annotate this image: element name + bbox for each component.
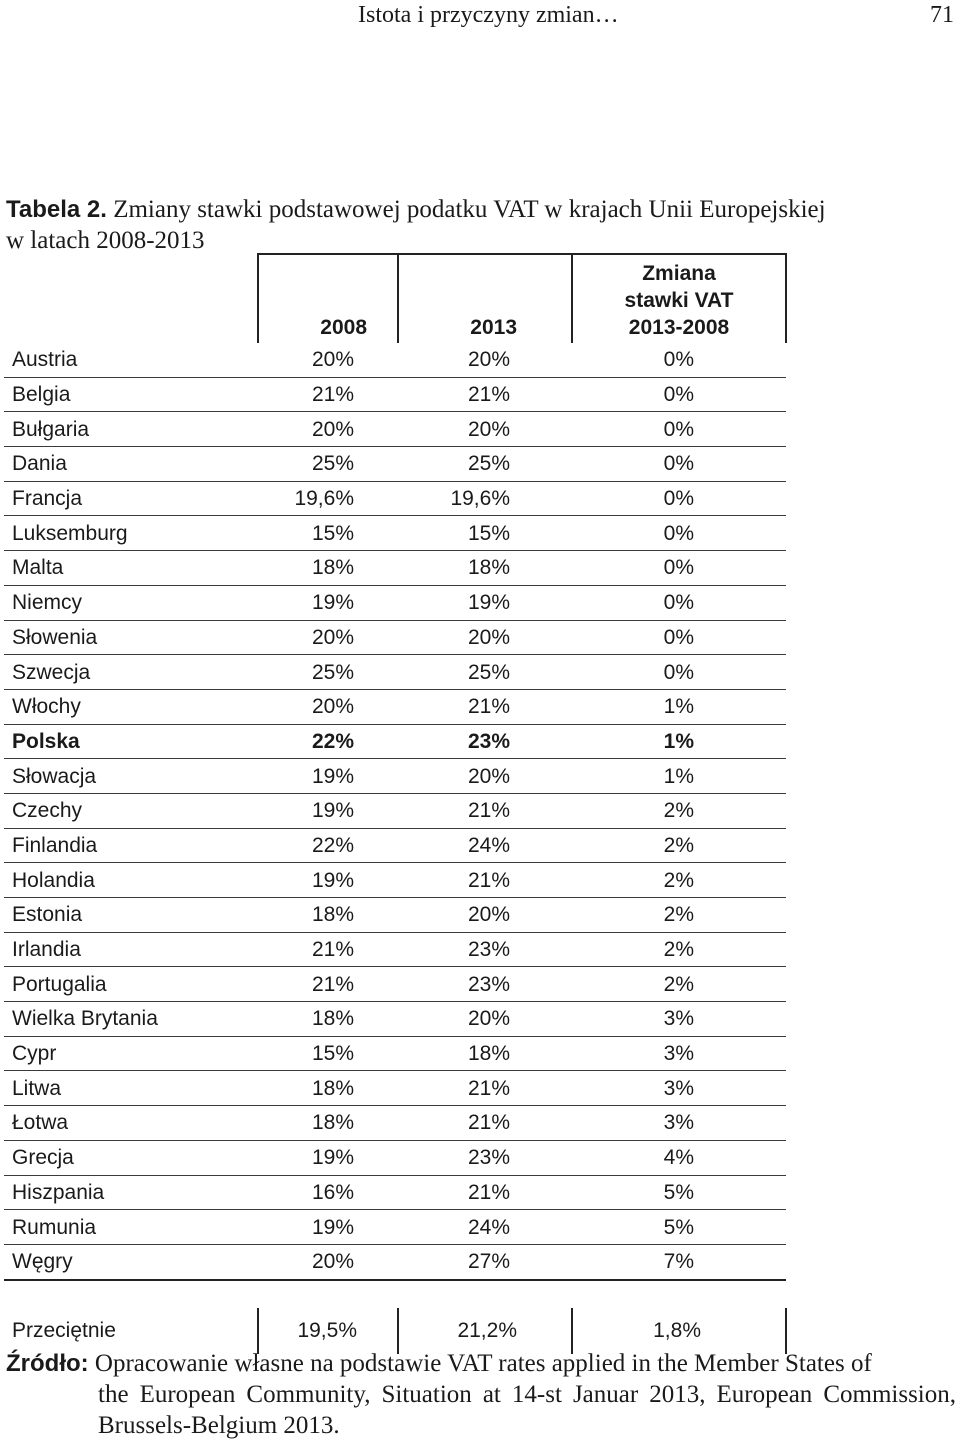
cell-2013: 20% xyxy=(398,759,572,794)
cell-2013: 24% xyxy=(398,1210,572,1245)
cell-country: Węgry xyxy=(4,1244,258,1279)
table-row xyxy=(4,412,786,447)
cell-2013: 23% xyxy=(398,932,572,967)
cell-country: Polska xyxy=(4,724,258,759)
cell-country: Austria xyxy=(4,343,258,377)
cell-country: Francja xyxy=(4,481,258,516)
source-label: Źródło: xyxy=(6,1350,89,1377)
table-row xyxy=(4,1071,786,1106)
table-row xyxy=(4,481,786,516)
table-row xyxy=(4,447,786,482)
cell-change: 2% xyxy=(572,967,786,1002)
caption-text-line1: Zmiany stawki podstawowej podatku VAT w krajach Unii Europejskiej xyxy=(113,196,826,223)
table-row xyxy=(4,863,786,898)
cell-country: Irlandia xyxy=(4,932,258,967)
header-change xyxy=(572,254,786,343)
source-note xyxy=(6,1348,956,1441)
cell-change: 0% xyxy=(572,516,786,551)
cell-country: Rumunia xyxy=(4,1210,258,1245)
cell-2008: 18% xyxy=(258,1002,398,1037)
cell-country: Holandia xyxy=(4,863,258,898)
table-row xyxy=(4,620,786,655)
cell-change: 3% xyxy=(572,1071,786,1106)
cell-2013: 27% xyxy=(398,1244,572,1279)
cell-change: 5% xyxy=(572,1210,786,1245)
cell-2008: 19% xyxy=(258,1140,398,1175)
cell-2013: 20% xyxy=(398,343,572,377)
cell-country: Łotwa xyxy=(4,1106,258,1141)
table-caption xyxy=(6,194,956,256)
cell-2013: 21% xyxy=(398,793,572,828)
cell-2008: 18% xyxy=(258,1071,398,1106)
table-row xyxy=(4,724,786,759)
cell-2013: 21% xyxy=(398,1175,572,1210)
header-change-line3: 2013-2008 xyxy=(628,316,730,339)
cell-2008: 21% xyxy=(258,967,398,1002)
cell-change: 4% xyxy=(572,1140,786,1175)
header-2013: 2013 xyxy=(398,254,572,343)
header-change-line1: Zmiana xyxy=(642,262,716,285)
cell-country: Dania xyxy=(4,447,258,482)
cell-2013: 19% xyxy=(398,585,572,620)
cell-country: Włochy xyxy=(4,689,258,724)
cell-country: Estonia xyxy=(4,898,258,933)
cell-2013: 24% xyxy=(398,828,572,863)
cell-country: Słowenia xyxy=(4,620,258,655)
cell-country: Wielka Brytania xyxy=(4,1002,258,1037)
cell-2013: 20% xyxy=(398,412,572,447)
table-row xyxy=(4,1106,786,1141)
table-row xyxy=(4,1036,786,1071)
cell-2013: 20% xyxy=(398,898,572,933)
cell-change: 7% xyxy=(572,1244,786,1279)
cell-2013: 20% xyxy=(398,1002,572,1037)
vat-rates-table xyxy=(4,253,787,1281)
cell-2013: 23% xyxy=(398,724,572,759)
table-row xyxy=(4,828,786,863)
cell-2013: 18% xyxy=(398,1036,572,1071)
table-row xyxy=(4,343,786,377)
cell-2008: 19% xyxy=(258,585,398,620)
cell-2008: 19,6% xyxy=(258,481,398,516)
table-row xyxy=(4,793,786,828)
cell-2008: 20% xyxy=(258,1244,398,1279)
running-title: Istota i przyczyny zmian… xyxy=(358,2,619,28)
cell-2008: 15% xyxy=(258,516,398,551)
cell-2008: 18% xyxy=(258,898,398,933)
cell-change: 0% xyxy=(572,620,786,655)
table-row xyxy=(4,932,786,967)
header-change-line2: stawki VAT xyxy=(624,289,734,312)
cell-country: Słowacja xyxy=(4,759,258,794)
source-line1: Opracowanie własne na podstawie VAT rates applied in the Member States of xyxy=(94,1350,872,1377)
cell-country: Portugalia xyxy=(4,967,258,1002)
cell-2008: 20% xyxy=(258,343,398,377)
header-country xyxy=(4,254,258,343)
cell-2008: 16% xyxy=(258,1175,398,1210)
table-header-row xyxy=(4,254,786,343)
cell-country: Szwecja xyxy=(4,655,258,690)
cell-2008: 22% xyxy=(258,828,398,863)
cell-2008: 22% xyxy=(258,724,398,759)
cell-country: Cypr xyxy=(4,1036,258,1071)
table-row xyxy=(4,967,786,1002)
caption-text-line2: w latach 2008-2013 xyxy=(6,227,205,254)
cell-change: 0% xyxy=(572,585,786,620)
cell-country: Grecja xyxy=(4,1140,258,1175)
cell-country: Litwa xyxy=(4,1071,258,1106)
table-row xyxy=(4,377,786,412)
cell-change: 1% xyxy=(572,724,786,759)
cell-country: Bułgaria xyxy=(4,412,258,447)
source-rest: the European Community, Situation at 14-st Januar 2013, European Commission, Brussels-Belgium 2013. xyxy=(98,1381,956,1439)
cell-2008: 20% xyxy=(258,689,398,724)
table-row xyxy=(4,1175,786,1210)
header-2008: 2008 xyxy=(258,254,398,343)
cell-2008: 25% xyxy=(258,655,398,690)
cell-change: 1% xyxy=(572,759,786,794)
cell-2013: 21% xyxy=(398,1106,572,1141)
cell-2013: 25% xyxy=(398,655,572,690)
cell-change: 5% xyxy=(572,1175,786,1210)
cell-country: Malta xyxy=(4,551,258,586)
cell-change: 0% xyxy=(572,447,786,482)
cell-2008: 21% xyxy=(258,932,398,967)
cell-change: 0% xyxy=(572,412,786,447)
cell-change: 0% xyxy=(572,377,786,412)
table-row xyxy=(4,1210,786,1245)
table-row xyxy=(4,551,786,586)
cell-2008: 20% xyxy=(258,620,398,655)
cell-change: 0% xyxy=(572,343,786,377)
cell-change: 0% xyxy=(572,481,786,516)
average-2008: 19,5% xyxy=(258,1308,398,1354)
cell-2008: 21% xyxy=(258,377,398,412)
table-row xyxy=(4,898,786,933)
table-row xyxy=(4,1244,786,1279)
cell-2008: 15% xyxy=(258,1036,398,1071)
table-row xyxy=(4,759,786,794)
table-row xyxy=(4,585,786,620)
cell-2008: 19% xyxy=(258,759,398,794)
cell-2008: 19% xyxy=(258,1210,398,1245)
average-2013: 21,2% xyxy=(398,1308,572,1354)
page-number: 71 xyxy=(930,2,954,28)
cell-change: 2% xyxy=(572,898,786,933)
cell-2013: 21% xyxy=(398,377,572,412)
cell-2013: 20% xyxy=(398,620,572,655)
cell-change: 1% xyxy=(572,689,786,724)
cell-2013: 18% xyxy=(398,551,572,586)
cell-2008: 18% xyxy=(258,551,398,586)
cell-country: Niemcy xyxy=(4,585,258,620)
cell-change: 2% xyxy=(572,863,786,898)
cell-change: 0% xyxy=(572,655,786,690)
cell-2013: 23% xyxy=(398,1140,572,1175)
cell-2008: 20% xyxy=(258,412,398,447)
cell-change: 2% xyxy=(572,828,786,863)
page-header xyxy=(0,0,960,40)
cell-2008: 18% xyxy=(258,1106,398,1141)
cell-2013: 23% xyxy=(398,967,572,1002)
cell-country: Hiszpania xyxy=(4,1175,258,1210)
cell-2008: 19% xyxy=(258,793,398,828)
cell-change: 0% xyxy=(572,551,786,586)
table-row xyxy=(4,1002,786,1037)
average-change: 1,8% xyxy=(572,1308,786,1354)
cell-change: 2% xyxy=(572,932,786,967)
cell-2013: 15% xyxy=(398,516,572,551)
table-row xyxy=(4,655,786,690)
cell-2013: 19,6% xyxy=(398,481,572,516)
cell-2013: 21% xyxy=(398,863,572,898)
table-row xyxy=(4,1140,786,1175)
table-row xyxy=(4,516,786,551)
cell-2013: 21% xyxy=(398,689,572,724)
table-body xyxy=(4,343,786,1280)
cell-2008: 19% xyxy=(258,863,398,898)
cell-2013: 25% xyxy=(398,447,572,482)
cell-change: 3% xyxy=(572,1106,786,1141)
average-label: Przeciętnie xyxy=(12,1319,116,1342)
cell-change: 3% xyxy=(572,1002,786,1037)
cell-2008: 25% xyxy=(258,447,398,482)
cell-2013: 21% xyxy=(398,1071,572,1106)
table-row xyxy=(4,689,786,724)
cell-country: Belgia xyxy=(4,377,258,412)
cell-change: 2% xyxy=(572,793,786,828)
caption-label: Tabela 2. xyxy=(6,196,107,223)
cell-change: 3% xyxy=(572,1036,786,1071)
cell-country: Luksemburg xyxy=(4,516,258,551)
cell-country: Czechy xyxy=(4,793,258,828)
cell-country: Finlandia xyxy=(4,828,258,863)
